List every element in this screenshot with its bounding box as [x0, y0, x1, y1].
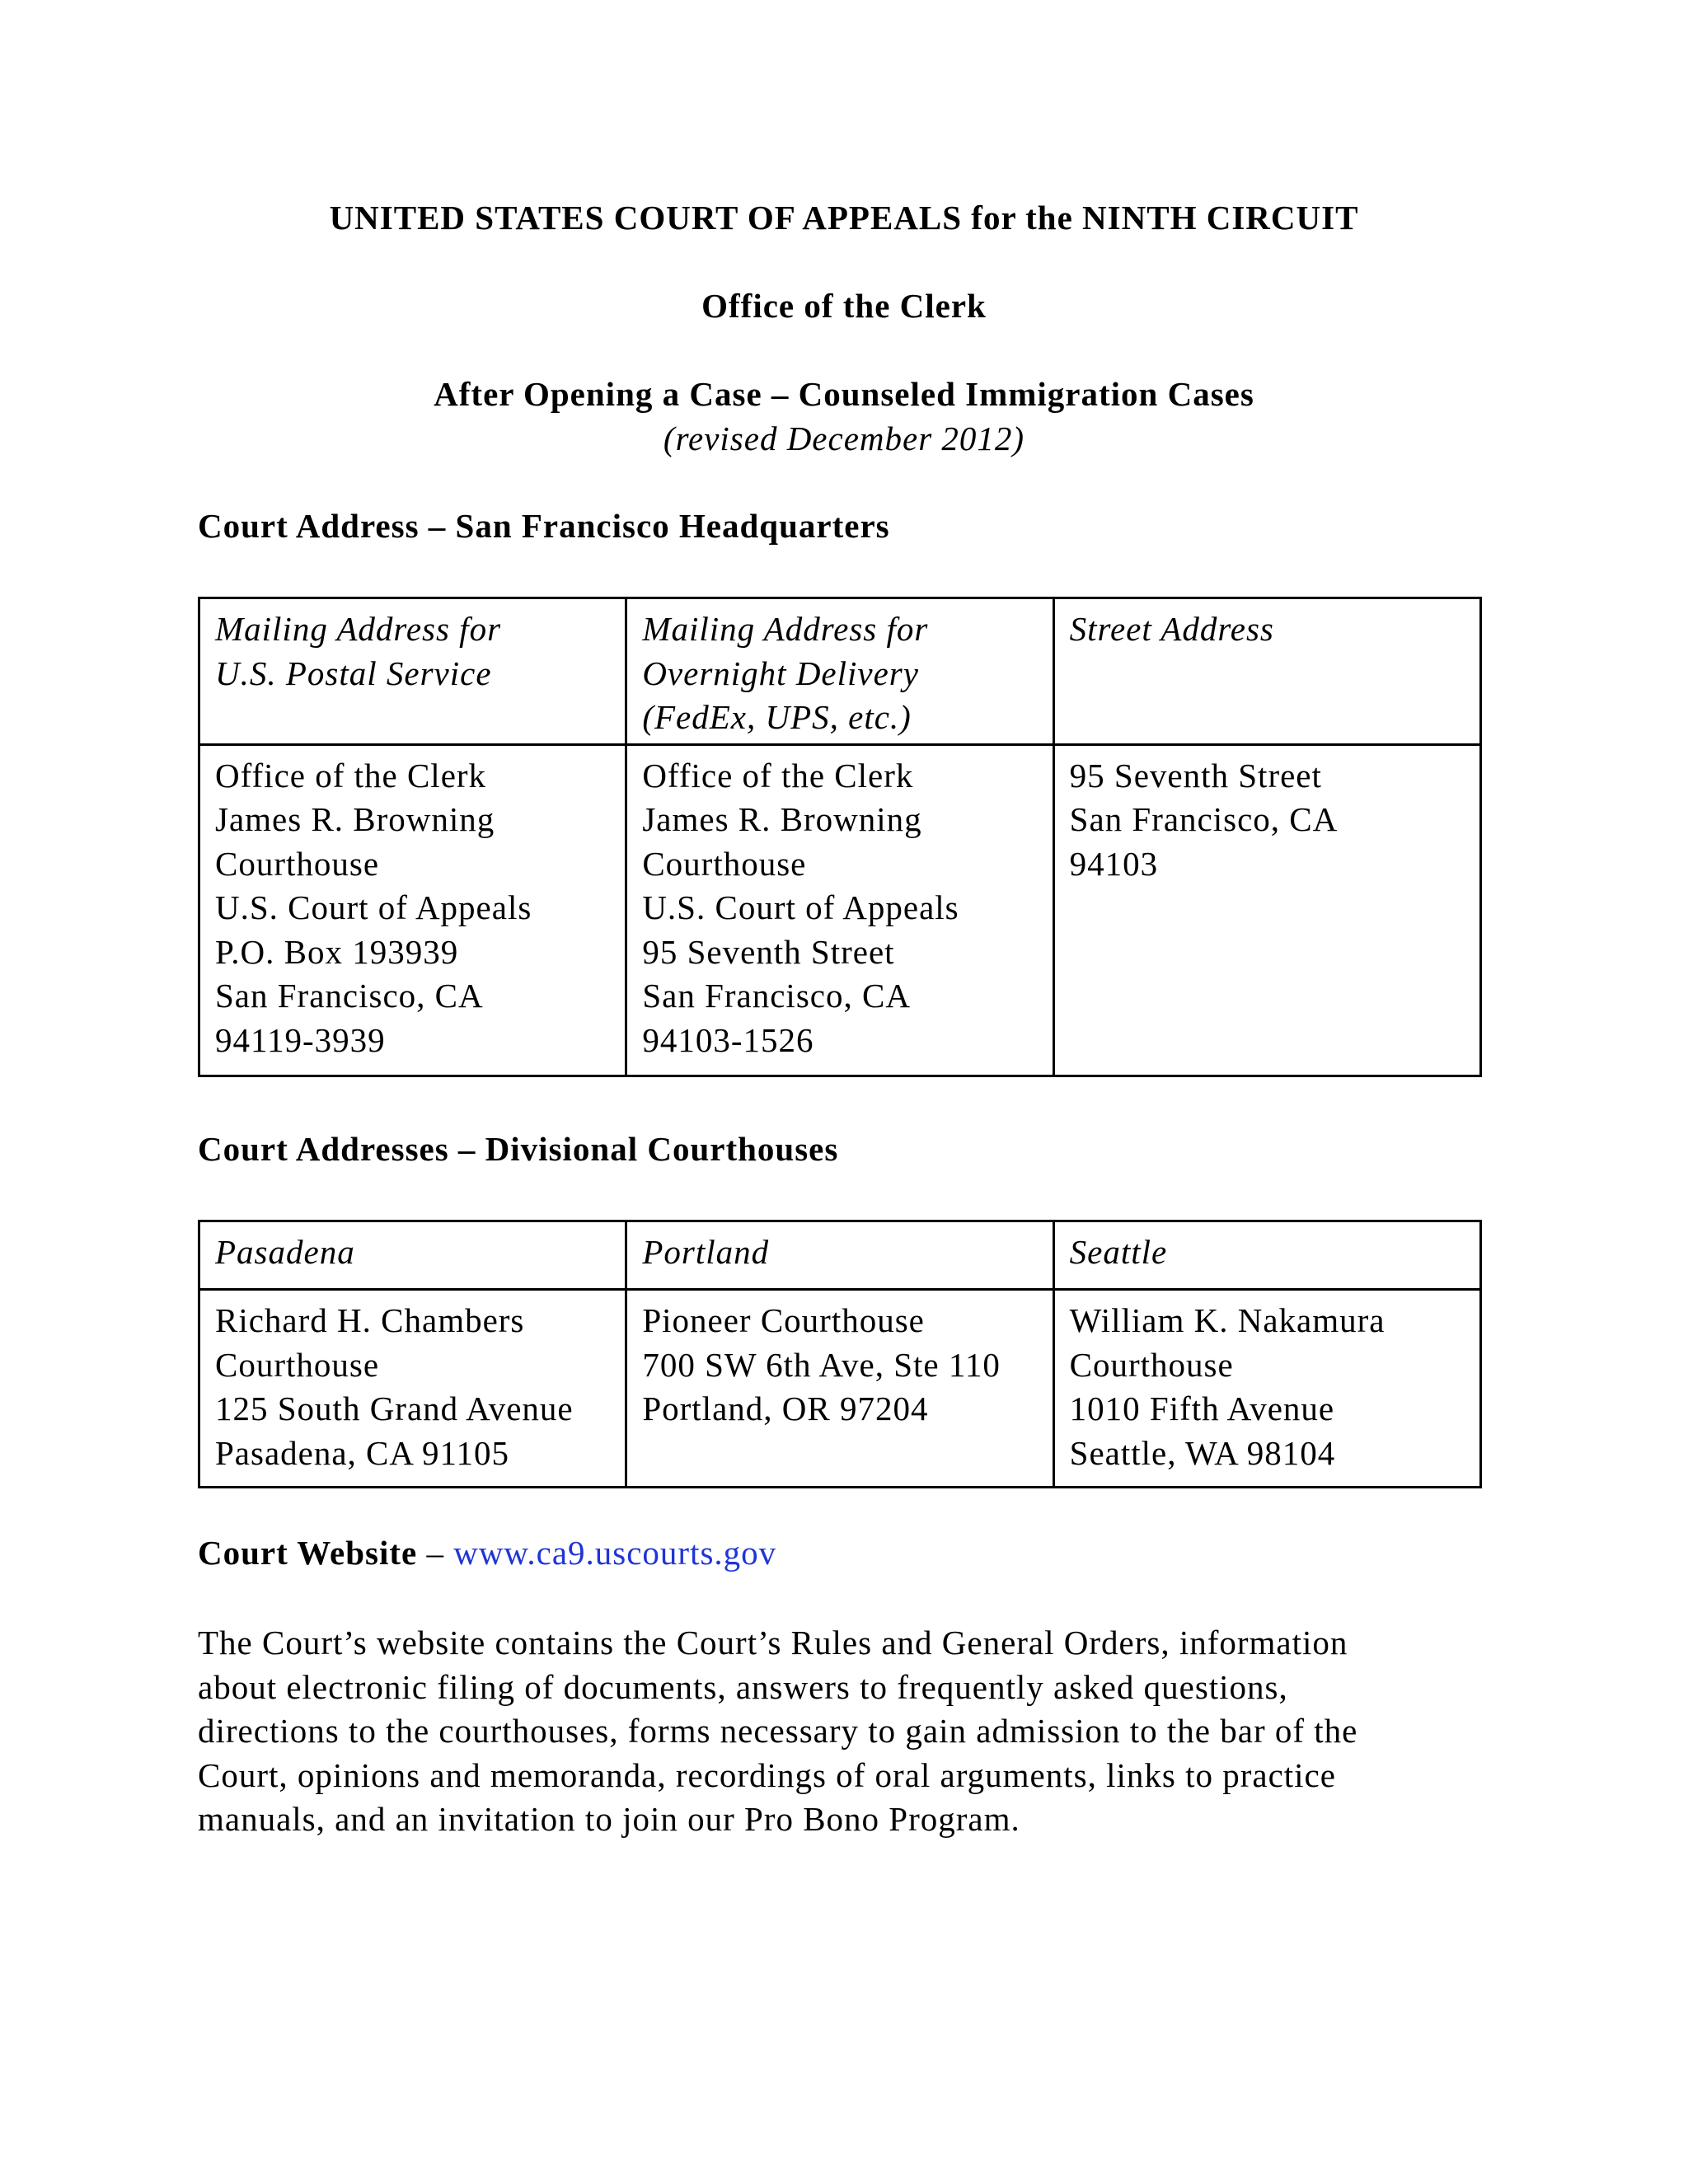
revision-note: (revised December 2012)	[663, 419, 1025, 457]
street-address: 95 Seventh Street San Francisco, CA 94103	[1053, 744, 1480, 1076]
description-line: manuals, and an invitation to join our Pro Bono Program.	[198, 1800, 1020, 1838]
document-subject: After Opening a Case – Counseled Immigration Cases	[434, 375, 1254, 413]
divisional-address-heading: Court Addresses – Divisional Courthouses	[198, 1130, 839, 1168]
table-header-row	[199, 1221, 1481, 1290]
court-website-line	[198, 1533, 776, 1572]
street-address-header: Street Address	[1053, 598, 1480, 745]
description-line: about electronic filing of documents, answers to frequently asked questions,	[198, 1667, 1288, 1706]
table-row	[199, 1290, 1481, 1488]
portland-address: Pioneer Courthouse 700 SW 6th Ave, Ste 110 Portland, OR 97204	[626, 1290, 1053, 1488]
website-description	[198, 1621, 1517, 1842]
pasadena-header: Pasadena	[199, 1221, 626, 1290]
description-line: Court, opinions and memoranda, recordings of oral arguments, links to practice	[198, 1755, 1336, 1794]
court-title: UNITED STATES COURT OF APPEALS for the NINTH CIRCUIT	[329, 199, 1359, 237]
website-separator: –	[417, 1534, 454, 1572]
postal-mailing-header: Mailing Address for U.S. Postal Service	[199, 598, 626, 745]
court-website-link[interactable]: www.ca9.uscourts.gov	[453, 1534, 777, 1572]
overnight-mailing-address: Office of the Clerk James R. Browning Courthouse U.S. Court of Appeals 95 Seventh Street San Francisco, CA 94103-1526	[626, 744, 1053, 1076]
hq-address-heading: Court Address – San Francisco Headquarters	[198, 507, 890, 545]
table-header-row	[199, 598, 1481, 745]
postal-mailing-address: Office of the Clerk James R. Browning Courthouse U.S. Court of Appeals P.O. Box 193939 San Francisco, CA 94119-3939	[199, 744, 626, 1076]
website-label: Court Website	[198, 1534, 418, 1572]
seattle-address: William K. Nakamura Courthouse 1010 Fifth Avenue Seattle, WA 98104	[1053, 1290, 1480, 1488]
portland-header: Portland	[626, 1221, 1053, 1290]
description-line: The Court’s website contains the Court’s Rules and General Orders, information	[198, 1624, 1348, 1661]
description-line: directions to the courthouses, forms necessary to gain admission to the bar of the	[198, 1712, 1358, 1750]
pasadena-address: Richard H. Chambers Courthouse 125 South Grand Avenue Pasadena, CA 91105	[199, 1290, 626, 1488]
overnight-mailing-header: Mailing Address for Overnight Delivery (FedEx, UPS, etc.)	[626, 598, 1053, 745]
divisional-address-table	[198, 1220, 1482, 1488]
office-title: Office of the Clerk	[701, 287, 987, 325]
hq-address-table	[198, 597, 1482, 1077]
seattle-header: Seattle	[1053, 1221, 1480, 1290]
table-row	[199, 744, 1481, 1076]
